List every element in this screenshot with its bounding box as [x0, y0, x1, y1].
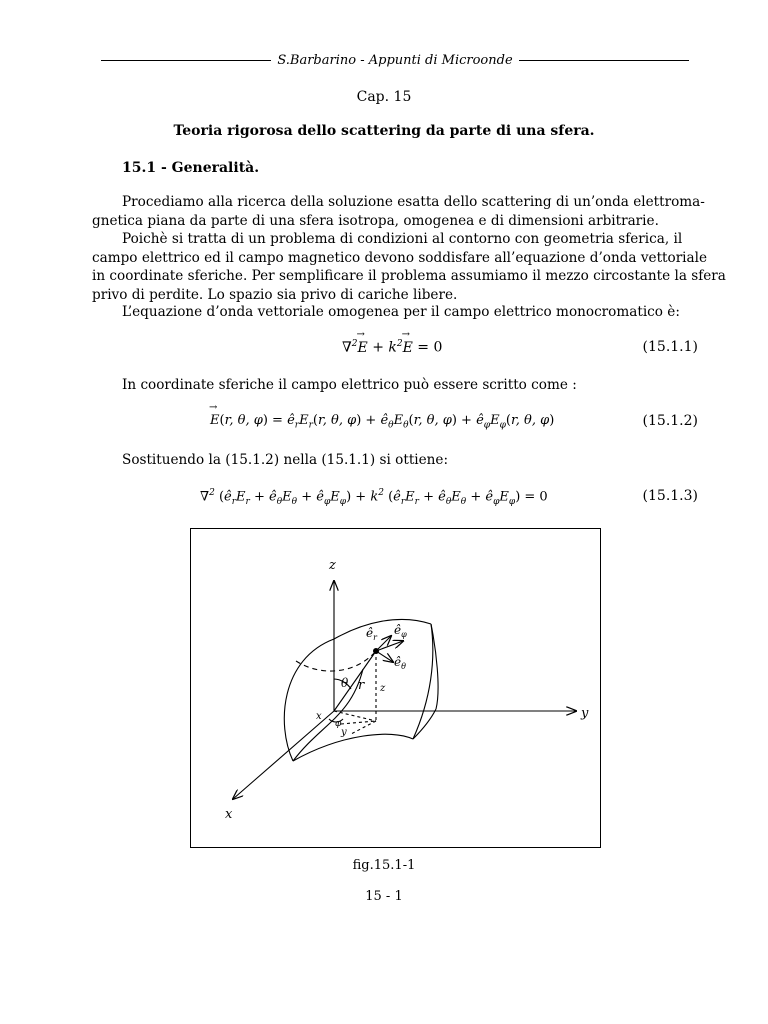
figure-drawing: [191, 529, 600, 847]
page-number: 15 - 1: [365, 889, 403, 904]
paragraph-4: [92, 376, 698, 395]
point-marker: [373, 648, 379, 654]
text-line: In coordinate sferiche il campo elettrico può essere scritto come :: [122, 377, 577, 393]
label-z-small: z: [380, 683, 386, 694]
label-e-phi: $ê_\varphi$: [394, 623, 407, 639]
text-line: campo elettrico ed il campo magnetico devono soddisfare all’equazione d’onda vettoriale: [92, 249, 708, 266]
figure-caption: fig.15.1-1: [352, 858, 416, 873]
text-line: in coordinate sferiche. Per semplificare il problema assumiamo il mezzo circostante la sfera: [92, 268, 726, 284]
paragraph-3: [92, 303, 698, 322]
x-axis: [233, 711, 334, 799]
equation-number: (15.1.1): [642, 339, 698, 355]
label-x-small: x: [316, 711, 322, 722]
label-x: x: [225, 807, 233, 822]
e-theta-vector: [376, 651, 393, 662]
label-e-theta: $ê_\theta$: [394, 655, 406, 671]
projection-x: [341, 721, 376, 724]
label-e-r: $ê_r$: [366, 626, 377, 642]
chapter-label: Cap. 15: [356, 89, 412, 105]
text-line: Sostituendo la (15.1.2) nella (15.1.1) si ottiene:: [122, 452, 449, 468]
label-z: z: [329, 558, 336, 573]
section-heading: 15.1 - Generalità.: [122, 160, 260, 176]
sphere-meridian: [413, 624, 433, 739]
text-line: Procediamo alla ricerca della soluzione esatta dello scattering di un’onda elettroma-: [122, 194, 705, 210]
sphere-lower-right: [413, 709, 436, 739]
paragraph-5: [92, 451, 698, 470]
sphere-equator: [293, 734, 413, 761]
paragraph-2: [92, 230, 726, 304]
text-line: L’equazione d’onda vettoriale omogenea per il campo elettrico monocromatico è:: [122, 304, 680, 320]
equation-number: (15.1.2): [642, 413, 698, 429]
label-y-small: y: [341, 727, 347, 738]
equation-number: (15.1.3): [642, 488, 698, 504]
equation-body: → E(r, θ, $\varphi) = ê_rE_r(r$, θ, $\varphi) + ê_\theta E_\theta(r$, θ, $\varphi) + ê_\varphi E_\varphi(r$, θ, φ): [210, 413, 554, 431]
header-text: S.Barbarino - Appunti di Microonde: [277, 53, 513, 68]
header-rule-right: [519, 60, 689, 61]
label-y: y: [581, 706, 589, 721]
e-phi-vector: [376, 641, 403, 651]
label-theta: θ: [341, 676, 349, 690]
label-r: r: [358, 678, 365, 693]
text-line: privo di perdite. Lo spazio sia privo di cariche libere.: [92, 286, 458, 303]
equation-body: ∇$^2$ ($ê_rE_r$ + $ê_\theta E_\theta$ + $ê_\varphi E_\varphi) + k^2$ ($ê_rE_r$ + $ê_\theta E_\theta$ + $ê_\varphi E_\varphi) = 0$: [200, 488, 548, 507]
text-line: Poichè si tratta di un problema di condizioni al contorno con geometria sferica, il: [122, 231, 683, 247]
running-header: [92, 53, 698, 68]
paragraph-1: [92, 193, 705, 230]
chapter-title: Teoria rigorosa dello scattering da parte di una sfera.: [173, 123, 595, 139]
text-line: gnetica piana da parte di una sfera isotropa, omogenea e di dimensioni arbitrarie.: [92, 212, 659, 229]
equation-body: $\nabla^2\to E + k^2\to E = 0$: [342, 339, 442, 356]
header-rule-left: [101, 60, 271, 61]
label-phi: φ: [335, 719, 342, 729]
figure-spherical-coordinates: [190, 528, 601, 848]
